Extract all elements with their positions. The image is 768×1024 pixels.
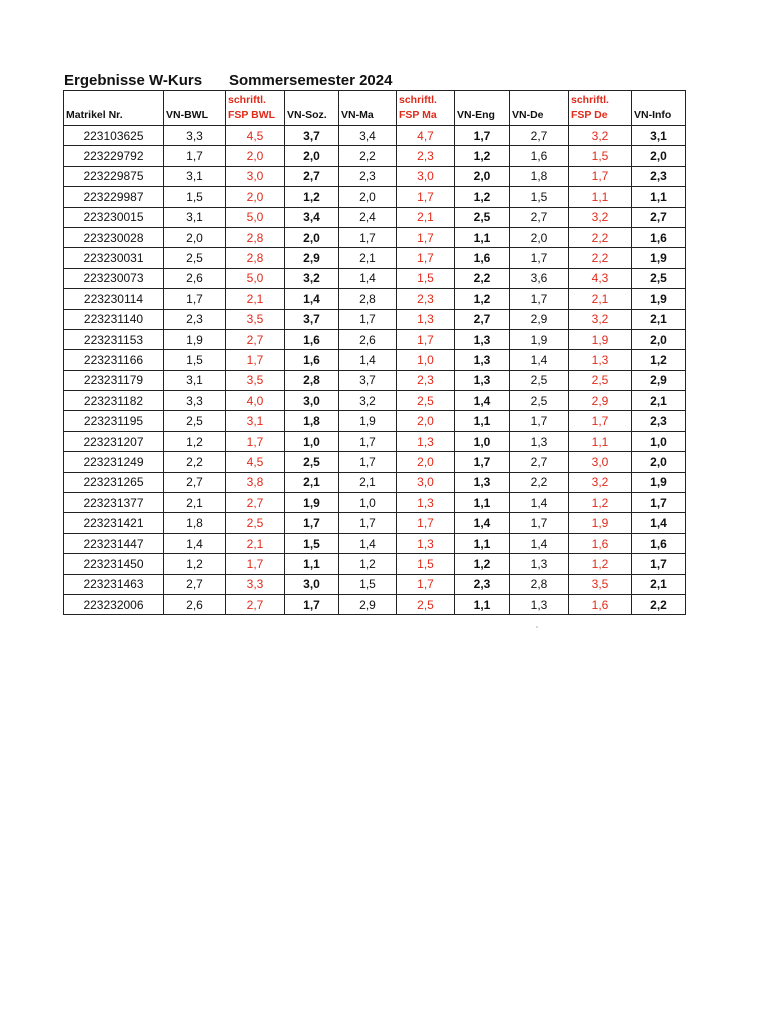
grade-cell: 3,1	[226, 411, 285, 431]
column-header-line2: FSP Ma	[399, 108, 437, 121]
grade-cell: 1,4	[632, 513, 686, 533]
grade-cell: 1,0	[632, 431, 686, 451]
column-header-line1: schriftl.	[571, 93, 609, 106]
grade-cell: 1,7	[510, 411, 569, 431]
grade-cell: 3,2	[569, 472, 632, 492]
grade-cell: 2,5	[285, 452, 339, 472]
grade-cell: 2,1	[632, 391, 686, 411]
grade-cell: 4,0	[226, 391, 285, 411]
grade-cell: 1,9	[285, 493, 339, 513]
grade-cell: 1,8	[285, 411, 339, 431]
grade-cell: 1,9	[164, 329, 226, 349]
grade-cell: 1,7	[510, 513, 569, 533]
grade-cell: 1,1	[569, 187, 632, 207]
grade-cell: 1,3	[569, 350, 632, 370]
grade-cell: 2,5	[569, 370, 632, 390]
column-header	[339, 91, 397, 126]
table-row	[64, 472, 686, 492]
grade-cell: 3,2	[569, 207, 632, 227]
grade-cell: 1,1	[455, 227, 510, 247]
column-header-line2: VN-Soz.	[287, 108, 327, 121]
grade-cell: 1,2	[164, 554, 226, 574]
grade-cell: 2,0	[339, 187, 397, 207]
grade-cell: 1,3	[397, 533, 455, 553]
matrikel-cell: 223103625	[64, 126, 164, 146]
grade-cell: 1,7	[632, 554, 686, 574]
grade-cell: 1,7	[397, 329, 455, 349]
grade-cell: 1,2	[285, 187, 339, 207]
grade-cell: 2,7	[455, 309, 510, 329]
grade-cell: 1,9	[339, 411, 397, 431]
grade-cell: 1,1	[285, 554, 339, 574]
grade-cell: 3,7	[339, 370, 397, 390]
grade-cell: 3,3	[226, 574, 285, 594]
table-row	[64, 554, 686, 574]
header-row	[64, 91, 686, 126]
grade-cell: 3,1	[164, 207, 226, 227]
grade-cell: 1,1	[455, 594, 510, 614]
grade-cell: 2,7	[510, 207, 569, 227]
grade-cell: 2,5	[510, 391, 569, 411]
grade-cell: 3,2	[339, 391, 397, 411]
grade-cell: 2,3	[164, 309, 226, 329]
grade-cell: 1,2	[569, 493, 632, 513]
grade-cell: 2,7	[164, 472, 226, 492]
matrikel-cell: 223231447	[64, 533, 164, 553]
grade-cell: 1,7	[285, 594, 339, 614]
column-header	[285, 91, 339, 126]
grade-cell: 1,6	[510, 146, 569, 166]
grade-cell: 2,3	[397, 146, 455, 166]
matrikel-cell: 223230114	[64, 289, 164, 309]
grade-cell: 1,7	[226, 554, 285, 574]
grade-cell: 1,7	[397, 248, 455, 268]
table-row	[64, 289, 686, 309]
grade-cell: 1,5	[510, 187, 569, 207]
grade-cell: 3,3	[164, 126, 226, 146]
grade-cell: 3,0	[569, 452, 632, 472]
matrikel-cell: 223230031	[64, 248, 164, 268]
table-row	[64, 493, 686, 513]
grade-cell: 2,3	[455, 574, 510, 594]
grade-cell: 1,6	[455, 248, 510, 268]
grade-cell: 2,8	[226, 227, 285, 247]
grade-cell: 1,7	[339, 452, 397, 472]
grade-cell: 2,0	[397, 452, 455, 472]
grade-cell: 2,0	[455, 166, 510, 186]
grade-cell: 1,7	[510, 289, 569, 309]
grade-cell: 2,9	[569, 391, 632, 411]
table-row	[64, 391, 686, 411]
grade-cell: 1,4	[455, 391, 510, 411]
grade-cell: 1,3	[397, 493, 455, 513]
grade-cell: 2,1	[339, 248, 397, 268]
column-header-line2: FSP De	[571, 108, 608, 121]
grade-cell: 1,1	[455, 493, 510, 513]
table-row	[64, 227, 686, 247]
matrikel-cell: 223231166	[64, 350, 164, 370]
grade-cell: 2,0	[226, 146, 285, 166]
table-row	[64, 207, 686, 227]
table-row	[64, 533, 686, 553]
grade-cell: 1,7	[339, 309, 397, 329]
grade-cell: 2,7	[226, 594, 285, 614]
grade-cell: 1,4	[510, 533, 569, 553]
table-row	[64, 431, 686, 451]
table-row	[64, 248, 686, 268]
grade-cell: 3,5	[226, 309, 285, 329]
grade-cell: 2,0	[632, 329, 686, 349]
grade-cell: 2,0	[510, 227, 569, 247]
grade-cell: 2,2	[569, 248, 632, 268]
grade-cell: 1,7	[339, 431, 397, 451]
grade-cell: 2,9	[285, 248, 339, 268]
grade-cell: 2,0	[632, 452, 686, 472]
column-header-line2: VN-Ma	[341, 108, 374, 121]
grade-cell: 1,9	[510, 329, 569, 349]
grade-cell: 3,0	[397, 166, 455, 186]
grade-cell: 2,7	[510, 452, 569, 472]
table-row	[64, 187, 686, 207]
grade-cell: 2,0	[397, 411, 455, 431]
grade-cell: 2,5	[164, 411, 226, 431]
grade-cell: 2,5	[226, 513, 285, 533]
matrikel-cell: 223231421	[64, 513, 164, 533]
grade-cell: 1,8	[510, 166, 569, 186]
grade-cell: 2,2	[569, 227, 632, 247]
grade-cell: 3,5	[569, 574, 632, 594]
grade-cell: 1,7	[397, 513, 455, 533]
grade-cell: 1,7	[397, 227, 455, 247]
grade-cell: 1,3	[455, 472, 510, 492]
grade-cell: 4,5	[226, 126, 285, 146]
grade-cell: 2,2	[339, 146, 397, 166]
grade-cell: 1,5	[569, 146, 632, 166]
grade-cell: 1,0	[285, 431, 339, 451]
grade-cell: 2,8	[510, 574, 569, 594]
table-row	[64, 146, 686, 166]
grade-cell: 5,0	[226, 207, 285, 227]
column-header-line2: VN-De	[512, 108, 544, 121]
grade-cell: 2,7	[226, 329, 285, 349]
matrikel-cell: 223232006	[64, 594, 164, 614]
grade-cell: 2,7	[632, 207, 686, 227]
matrikel-cell: 223230073	[64, 268, 164, 288]
column-header	[455, 91, 510, 126]
grade-cell: 4,3	[569, 268, 632, 288]
grade-cell: 3,0	[397, 472, 455, 492]
grade-cell: 1,4	[455, 513, 510, 533]
grade-cell: 2,5	[397, 594, 455, 614]
grade-cell: 3,0	[285, 574, 339, 594]
grade-cell: 1,1	[569, 431, 632, 451]
grade-cell: 1,1	[455, 533, 510, 553]
grade-cell: 1,1	[455, 411, 510, 431]
matrikel-cell: 223231182	[64, 391, 164, 411]
column-header-line1: schriftl.	[399, 93, 437, 106]
grade-cell: 1,7	[510, 248, 569, 268]
grade-cell: 1,5	[164, 187, 226, 207]
grade-cell: 1,5	[397, 268, 455, 288]
matrikel-cell: 223229987	[64, 187, 164, 207]
grade-cell: 1,2	[632, 350, 686, 370]
column-header	[226, 91, 285, 126]
grade-cell: 1,5	[397, 554, 455, 574]
grade-cell: 2,8	[226, 248, 285, 268]
grade-cell: 1,4	[285, 289, 339, 309]
grade-cell: 1,2	[455, 289, 510, 309]
grade-cell: 1,3	[510, 431, 569, 451]
grade-cell: 1,6	[285, 350, 339, 370]
results-table	[63, 90, 686, 615]
table-row	[64, 370, 686, 390]
column-header	[397, 91, 455, 126]
grade-cell: 2,6	[339, 329, 397, 349]
column-header	[64, 91, 164, 126]
grade-cell: 2,1	[339, 472, 397, 492]
grade-cell: 1,7	[397, 574, 455, 594]
grade-cell: 1,9	[632, 248, 686, 268]
matrikel-cell: 223230028	[64, 227, 164, 247]
grade-cell: 1,4	[164, 533, 226, 553]
grade-cell: 1,7	[226, 350, 285, 370]
grade-cell: 1,2	[455, 187, 510, 207]
grade-cell: 1,9	[569, 513, 632, 533]
matrikel-cell: 223229792	[64, 146, 164, 166]
grade-cell: 1,2	[455, 146, 510, 166]
grade-cell: 2,0	[285, 146, 339, 166]
grade-cell: 1,4	[510, 350, 569, 370]
grade-cell: 1,0	[339, 493, 397, 513]
grade-cell: 3,7	[285, 309, 339, 329]
matrikel-cell: 223230015	[64, 207, 164, 227]
table-row	[64, 594, 686, 614]
grade-cell: 2,8	[285, 370, 339, 390]
grade-cell: 1,8	[164, 513, 226, 533]
grade-cell: 5,0	[226, 268, 285, 288]
grade-cell: 1,4	[339, 533, 397, 553]
grade-cell: 3,1	[632, 126, 686, 146]
table-row	[64, 350, 686, 370]
grade-cell: 1,7	[164, 289, 226, 309]
column-header	[510, 91, 569, 126]
grade-cell: 1,7	[632, 493, 686, 513]
table-row	[64, 309, 686, 329]
grade-cell: 1,6	[569, 533, 632, 553]
grade-cell: 1,0	[397, 350, 455, 370]
grade-cell: 2,3	[632, 411, 686, 431]
grade-cell: 2,1	[569, 289, 632, 309]
grade-cell: 2,1	[397, 207, 455, 227]
grade-cell: 2,2	[455, 268, 510, 288]
grade-cell: 2,1	[285, 472, 339, 492]
grade-cell: 1,4	[339, 350, 397, 370]
grade-cell: 2,3	[397, 289, 455, 309]
grade-cell: 1,4	[339, 268, 397, 288]
grade-cell: 3,4	[285, 207, 339, 227]
table-row	[64, 411, 686, 431]
grade-cell: 1,6	[632, 533, 686, 553]
grade-cell: 3,1	[164, 370, 226, 390]
grade-cell: 1,1	[632, 187, 686, 207]
matrikel-cell: 223231179	[64, 370, 164, 390]
grade-cell: 3,6	[510, 268, 569, 288]
matrikel-cell: 223231265	[64, 472, 164, 492]
matrikel-cell: 223229875	[64, 166, 164, 186]
grade-cell: 2,1	[226, 289, 285, 309]
grade-cell: 4,5	[226, 452, 285, 472]
column-header-line1: schriftl.	[228, 93, 266, 106]
grade-cell: 2,0	[632, 146, 686, 166]
grade-cell: 2,5	[510, 370, 569, 390]
grade-cell: 1,3	[510, 554, 569, 574]
matrikel-cell: 223231377	[64, 493, 164, 513]
grade-cell: 1,2	[455, 554, 510, 574]
grade-cell: 1,7	[339, 513, 397, 533]
grade-cell: 3,7	[285, 126, 339, 146]
grade-cell: 2,3	[632, 166, 686, 186]
grade-cell: 1,7	[455, 126, 510, 146]
semester-label: Sommersemester 2024	[229, 72, 393, 89]
matrikel-cell: 223231140	[64, 309, 164, 329]
column-header	[164, 91, 226, 126]
grade-cell: 2,5	[455, 207, 510, 227]
grade-cell: 2,0	[164, 227, 226, 247]
grade-cell: 2,7	[510, 126, 569, 146]
grade-cell: 1,2	[339, 554, 397, 574]
grade-cell: 1,5	[164, 350, 226, 370]
grade-cell: 2,1	[226, 533, 285, 553]
table-row	[64, 268, 686, 288]
grade-cell: 2,5	[164, 248, 226, 268]
matrikel-cell: 223231195	[64, 411, 164, 431]
grade-cell: 3,2	[569, 126, 632, 146]
grade-cell: 2,6	[164, 594, 226, 614]
table-row	[64, 513, 686, 533]
column-header-line2: VN-Eng	[457, 108, 495, 121]
grade-cell: 1,3	[510, 594, 569, 614]
grade-cell: 2,6	[164, 268, 226, 288]
grade-cell: 1,3	[455, 350, 510, 370]
grade-cell: 2,4	[339, 207, 397, 227]
table-row	[64, 574, 686, 594]
document-title: Ergebnisse W-Kurs	[64, 72, 203, 89]
grade-cell: 2,1	[632, 309, 686, 329]
grade-cell: 1,7	[164, 146, 226, 166]
grade-cell: 1,9	[632, 289, 686, 309]
grade-cell: 2,0	[285, 227, 339, 247]
table-body	[64, 126, 686, 615]
column-header	[569, 91, 632, 126]
grade-cell: 3,0	[226, 166, 285, 186]
table-row	[64, 329, 686, 349]
grade-cell: 3,8	[226, 472, 285, 492]
grade-cell: 1,6	[632, 227, 686, 247]
column-header-line2: VN-Info	[634, 108, 672, 121]
grade-cell: 2,7	[164, 574, 226, 594]
grade-cell: 2,3	[339, 166, 397, 186]
grade-cell: 2,1	[632, 574, 686, 594]
grade-cell: 2,2	[632, 594, 686, 614]
matrikel-cell: 223231207	[64, 431, 164, 451]
grade-cell: 3,5	[226, 370, 285, 390]
grade-cell: 3,2	[569, 309, 632, 329]
column-header	[632, 91, 686, 126]
grade-cell: 2,2	[510, 472, 569, 492]
grade-cell: 3,4	[339, 126, 397, 146]
grade-cell: 2,7	[285, 166, 339, 186]
grade-cell: 2,5	[632, 268, 686, 288]
grade-cell: 2,8	[339, 289, 397, 309]
grade-cell: 1,7	[339, 227, 397, 247]
grade-cell: 1,6	[285, 329, 339, 349]
matrikel-cell: 223231153	[64, 329, 164, 349]
table-row	[64, 166, 686, 186]
grade-cell: 2,5	[397, 391, 455, 411]
grade-cell: 2,0	[226, 187, 285, 207]
grade-cell: 1,2	[569, 554, 632, 574]
grade-cell: 2,3	[397, 370, 455, 390]
column-header-line2: VN-BWL	[166, 108, 208, 121]
table-row	[64, 452, 686, 472]
grade-cell: 1,5	[339, 574, 397, 594]
grade-cell: 2,9	[510, 309, 569, 329]
column-header-line2: FSP BWL	[228, 108, 276, 121]
grade-cell: 1,7	[285, 513, 339, 533]
matrikel-cell: 223231463	[64, 574, 164, 594]
grade-cell: 1,6	[569, 594, 632, 614]
grade-cell: 1,7	[226, 431, 285, 451]
grade-cell: 4,7	[397, 126, 455, 146]
grade-cell: 1,7	[569, 411, 632, 431]
table-row	[64, 126, 686, 146]
page-header	[64, 72, 393, 89]
grade-cell: 1,3	[455, 370, 510, 390]
column-header-line2: Matrikel Nr.	[66, 108, 123, 121]
grade-cell: 1,3	[455, 329, 510, 349]
grade-cell: 1,3	[397, 309, 455, 329]
grade-cell: 1,9	[569, 329, 632, 349]
grade-cell: 1,7	[397, 187, 455, 207]
grade-cell: 1,7	[455, 452, 510, 472]
grade-cell: 3,3	[164, 391, 226, 411]
grade-cell: 3,2	[285, 268, 339, 288]
table-header	[64, 91, 686, 126]
grade-cell: 3,0	[285, 391, 339, 411]
scan-speck	[536, 626, 538, 628]
grade-cell: 3,1	[164, 166, 226, 186]
grade-cell: 1,7	[569, 166, 632, 186]
grade-cell: 2,7	[226, 493, 285, 513]
grade-cell: 1,5	[285, 533, 339, 553]
grade-cell: 2,9	[339, 594, 397, 614]
matrikel-cell: 223231249	[64, 452, 164, 472]
grade-cell: 2,2	[164, 452, 226, 472]
grade-cell: 1,3	[397, 431, 455, 451]
grade-cell: 1,4	[510, 493, 569, 513]
grade-cell: 1,2	[164, 431, 226, 451]
grade-cell: 1,0	[455, 431, 510, 451]
matrikel-cell: 223231450	[64, 554, 164, 574]
grade-cell: 1,9	[632, 472, 686, 492]
grade-cell: 2,9	[632, 370, 686, 390]
grade-cell: 2,1	[164, 493, 226, 513]
